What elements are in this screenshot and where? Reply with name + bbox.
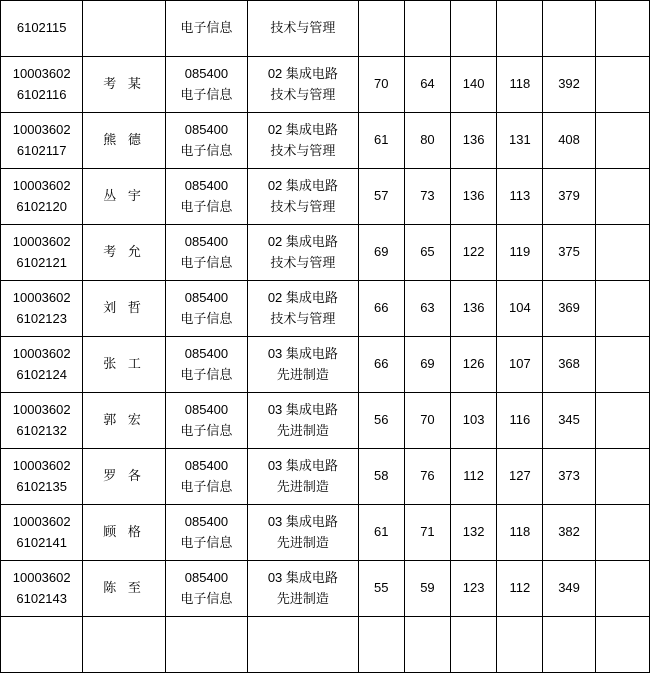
cell-score-3: 126 xyxy=(451,337,497,393)
cell-direction xyxy=(248,225,359,281)
cell-score-4: 116 xyxy=(497,393,543,449)
cell-major xyxy=(165,337,247,393)
table-row xyxy=(1,57,650,113)
direction-line2: 先进制造 xyxy=(276,422,329,438)
direction-line1: 02 集成电路 xyxy=(267,177,338,193)
cell-score-3: 140 xyxy=(451,57,497,113)
candidate-id-line2: 6102116 xyxy=(16,86,67,102)
cell-score-1 xyxy=(358,1,404,57)
cell-name xyxy=(83,617,165,673)
cell-score-4: 112 xyxy=(497,561,543,617)
candidate-id-line2: 6102132 xyxy=(16,422,67,438)
cell-total: 408 xyxy=(543,113,595,169)
cell-direction xyxy=(248,337,359,393)
cell-candidate-id xyxy=(1,225,83,281)
cell-score-3: 132 xyxy=(451,505,497,561)
cell-total xyxy=(543,1,595,57)
cell-score-1: 61 xyxy=(358,505,404,561)
cell-candidate-id xyxy=(1,561,83,617)
cell-major xyxy=(165,225,247,281)
major-code: 085400 xyxy=(184,177,229,193)
cell-score-1: 56 xyxy=(358,393,404,449)
cell-score-1: 57 xyxy=(358,169,404,225)
candidate-id-line1: 10003602 xyxy=(12,345,71,361)
direction-line2: 技术与管理 xyxy=(270,254,336,270)
candidate-id-line1: 10003602 xyxy=(12,569,71,585)
direction-line2: 技术与管理 xyxy=(270,198,336,214)
direction-line1: 03 集成电路 xyxy=(267,457,338,473)
major-name: 电子信息 xyxy=(180,254,233,270)
cell-candidate-id xyxy=(1,169,83,225)
cell-major xyxy=(165,1,247,57)
table-row xyxy=(1,393,650,449)
candidate-id-line2: 6102135 xyxy=(16,478,67,494)
cell-score-3: 136 xyxy=(451,113,497,169)
cell-score-1: 58 xyxy=(358,449,404,505)
cell-major xyxy=(165,169,247,225)
candidate-id-line2: 6102124 xyxy=(16,366,67,382)
cell-score-2: 59 xyxy=(404,561,450,617)
cell-score-1: 55 xyxy=(358,561,404,617)
candidate-id-line1: 10003602 xyxy=(12,121,71,137)
cell-direction xyxy=(248,281,359,337)
cell-score-2: 76 xyxy=(404,449,450,505)
cell-score-4 xyxy=(497,1,543,57)
table-row xyxy=(1,561,650,617)
candidate-id-line1: 10003602 xyxy=(12,513,71,529)
cell-score-4: 104 xyxy=(497,281,543,337)
cell-candidate-id xyxy=(1,57,83,113)
cell-total: 345 xyxy=(543,393,595,449)
direction-line2: 技术与管理 xyxy=(270,310,336,326)
direction-line1: 02 集成电路 xyxy=(267,289,338,305)
cell-score-3 xyxy=(451,1,497,57)
cell-direction xyxy=(248,505,359,561)
major-name: 电子信息 xyxy=(180,366,233,382)
direction-line2: 技术与管理 xyxy=(270,142,336,158)
direction-line2: 先进制造 xyxy=(276,590,329,606)
cell-total: 375 xyxy=(543,225,595,281)
major-name: 电子信息 xyxy=(180,534,233,550)
major-code: 085400 xyxy=(184,289,229,305)
major-code: 085400 xyxy=(184,401,229,417)
table-row xyxy=(1,449,650,505)
cell-name: 罗 各 xyxy=(83,449,165,505)
cell-score-2: 71 xyxy=(404,505,450,561)
cell-candidate-id xyxy=(1,1,83,57)
table-row xyxy=(1,113,650,169)
cell-direction xyxy=(248,1,359,57)
candidate-id-line2: 6102141 xyxy=(16,534,67,550)
cell-name: 陈 至 xyxy=(83,561,165,617)
cell-total: 382 xyxy=(543,505,595,561)
cell-score-3: 112 xyxy=(451,449,497,505)
cell-name xyxy=(83,1,165,57)
candidate-id-line1: 10003602 xyxy=(12,65,71,81)
cell-score-2: 69 xyxy=(404,337,450,393)
major-name: 电子信息 xyxy=(180,478,233,494)
cell-name: 丛 宇 xyxy=(83,169,165,225)
cell-major xyxy=(165,113,247,169)
cell-candidate-id xyxy=(1,337,83,393)
cell-name: 考 某 xyxy=(83,57,165,113)
cell-note xyxy=(595,169,649,225)
candidate-id-line1: 10003602 xyxy=(12,233,71,249)
table-row xyxy=(1,169,650,225)
candidate-id-line1: 10003602 xyxy=(12,401,71,417)
cell-score-2: 70 xyxy=(404,393,450,449)
direction-line1: 02 集成电路 xyxy=(267,233,338,249)
cell-total: 368 xyxy=(543,337,595,393)
cell-note xyxy=(595,561,649,617)
cell-score-2: 65 xyxy=(404,225,450,281)
table-row xyxy=(1,1,650,57)
cell-note xyxy=(595,57,649,113)
major-code: 085400 xyxy=(184,457,229,473)
cell-note xyxy=(595,281,649,337)
cell-total xyxy=(543,617,595,673)
cell-note xyxy=(595,1,649,57)
major-name: 电子信息 xyxy=(180,142,233,158)
cell-direction xyxy=(248,617,359,673)
cell-candidate-id xyxy=(1,617,83,673)
cell-score-4: 118 xyxy=(497,505,543,561)
cell-note xyxy=(595,617,649,673)
cell-score-2 xyxy=(404,1,450,57)
candidate-id-line2: 6102143 xyxy=(16,590,67,606)
cell-score-3: 122 xyxy=(451,225,497,281)
direction-line1: 02 集成电路 xyxy=(267,65,338,81)
cell-direction xyxy=(248,449,359,505)
cell-major xyxy=(165,281,247,337)
cell-name: 刘 哲 xyxy=(83,281,165,337)
cell-note xyxy=(595,337,649,393)
cell-candidate-id xyxy=(1,505,83,561)
direction-line2: 先进制造 xyxy=(276,534,329,550)
major-code: 085400 xyxy=(184,65,229,81)
major-name: 电子信息 xyxy=(180,86,233,102)
cell-score-3: 123 xyxy=(451,561,497,617)
cell-name: 顾 格 xyxy=(83,505,165,561)
cell-direction xyxy=(248,57,359,113)
cell-score-2 xyxy=(404,617,450,673)
direction-line1: 03 集成电路 xyxy=(267,345,338,361)
major-code: 085400 xyxy=(184,121,229,137)
cell-major xyxy=(165,57,247,113)
cell-name: 熊 德 xyxy=(83,113,165,169)
cell-note xyxy=(595,113,649,169)
cell-score-2: 73 xyxy=(404,169,450,225)
major-name: 电子信息 xyxy=(180,422,233,438)
cell-name: 郭 宏 xyxy=(83,393,165,449)
cell-score-2: 64 xyxy=(404,57,450,113)
direction-line1: 03 集成电路 xyxy=(267,513,338,529)
cell-score-2: 63 xyxy=(404,281,450,337)
cell-candidate-id xyxy=(1,449,83,505)
direction-line1: 03 集成电路 xyxy=(267,569,338,585)
major-code: 085400 xyxy=(184,513,229,529)
candidate-id-line2: 6102120 xyxy=(16,198,67,214)
major-name: 电子信息 xyxy=(180,198,233,214)
direction-line1: 03 集成电路 xyxy=(267,401,338,417)
table-row xyxy=(1,225,650,281)
table-row xyxy=(1,337,650,393)
candidate-id-line2: 6102115 xyxy=(16,20,67,36)
cell-total: 379 xyxy=(543,169,595,225)
cell-major xyxy=(165,505,247,561)
table-row xyxy=(1,281,650,337)
cell-score-4: 131 xyxy=(497,113,543,169)
cell-score-3: 136 xyxy=(451,281,497,337)
major-name: 电子信息 xyxy=(180,590,233,606)
direction-line2: 技术与管理 xyxy=(270,86,336,102)
cell-score-1: 69 xyxy=(358,225,404,281)
cell-score-4: 118 xyxy=(497,57,543,113)
cell-direction xyxy=(248,561,359,617)
cell-total: 369 xyxy=(543,281,595,337)
cell-candidate-id xyxy=(1,281,83,337)
direction-line2: 先进制造 xyxy=(276,366,329,382)
cell-direction xyxy=(248,169,359,225)
cell-candidate-id xyxy=(1,113,83,169)
direction-line2: 技术与管理 xyxy=(270,20,336,36)
cell-score-4: 119 xyxy=(497,225,543,281)
cell-score-3 xyxy=(451,617,497,673)
major-code: 085400 xyxy=(184,569,229,585)
direction-line2: 先进制造 xyxy=(276,478,329,494)
candidate-id-line2: 6102123 xyxy=(16,310,67,326)
cell-score-4: 127 xyxy=(497,449,543,505)
cell-major xyxy=(165,449,247,505)
major-name: 电子信息 xyxy=(180,20,233,36)
cell-score-4: 113 xyxy=(497,169,543,225)
cell-score-3: 136 xyxy=(451,169,497,225)
candidate-id-line1: 10003602 xyxy=(12,177,71,193)
cell-major xyxy=(165,561,247,617)
cell-direction xyxy=(248,113,359,169)
cell-score-1: 66 xyxy=(358,337,404,393)
cell-major xyxy=(165,393,247,449)
cell-note xyxy=(595,505,649,561)
cell-direction xyxy=(248,393,359,449)
cell-score-3: 103 xyxy=(451,393,497,449)
cell-note xyxy=(595,449,649,505)
cell-score-4: 107 xyxy=(497,337,543,393)
cell-score-1: 66 xyxy=(358,281,404,337)
cell-score-1: 70 xyxy=(358,57,404,113)
cell-score-4 xyxy=(497,617,543,673)
candidate-id-line1: 10003602 xyxy=(12,457,71,473)
table-row xyxy=(1,617,650,673)
cell-total: 373 xyxy=(543,449,595,505)
cell-score-1: 61 xyxy=(358,113,404,169)
cell-note xyxy=(595,393,649,449)
major-name: 电子信息 xyxy=(180,310,233,326)
major-code: 085400 xyxy=(184,233,229,249)
candidate-id-line2: 6102121 xyxy=(16,254,67,270)
cell-total: 392 xyxy=(543,57,595,113)
cell-candidate-id xyxy=(1,393,83,449)
cell-total: 349 xyxy=(543,561,595,617)
cell-major xyxy=(165,617,247,673)
cell-name: 考 允 xyxy=(83,225,165,281)
major-code: 085400 xyxy=(184,345,229,361)
table-row xyxy=(1,505,650,561)
candidate-id-line2: 6102117 xyxy=(16,142,67,158)
cell-score-2: 80 xyxy=(404,113,450,169)
cell-name: 张 工 xyxy=(83,337,165,393)
direction-line1: 02 集成电路 xyxy=(267,121,338,137)
cell-note xyxy=(595,225,649,281)
cell-score-1 xyxy=(358,617,404,673)
candidate-id-line1: 10003602 xyxy=(12,289,71,305)
